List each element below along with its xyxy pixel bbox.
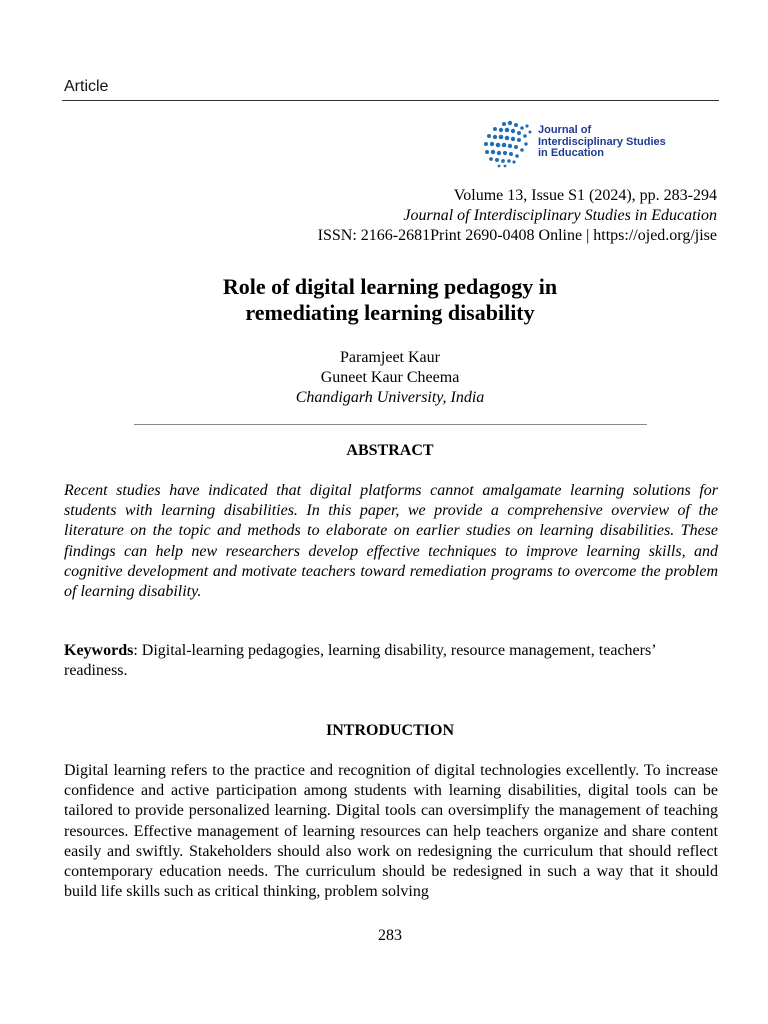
affiliation: Chandigarh University, India: [295, 389, 485, 406]
logo-line-3: in Education: [538, 147, 604, 159]
abstract-divider: [134, 424, 647, 425]
logo-line-1: Journal of: [538, 124, 592, 136]
volume-info: Volume 13, Issue S1 (2024), pp. 283-294: [453, 187, 717, 204]
author-block: [0, 348, 768, 408]
globe-dots-icon: [480, 118, 534, 168]
logo-line-2: Interdisciplinary Studies: [538, 135, 666, 148]
paper-title: [0, 274, 768, 326]
title-line-1: Role of digital learning pedagogy in: [222, 274, 558, 299]
publication-info: [318, 186, 717, 246]
keywords-label: Keywords: [64, 642, 134, 659]
article-label: Article: [64, 78, 109, 95]
keywords: [64, 641, 718, 681]
issn-info: ISSN: 2166-2681Print 2690-0408 Online | https://ojed.org/jise: [317, 227, 717, 244]
author-name: Paramjeet Kaur: [340, 349, 440, 366]
title-line-2: remediating learning disability: [245, 300, 535, 325]
journal-name: Journal of Interdisciplinary Studies in Education: [403, 207, 717, 224]
abstract-heading: ABSTRACT: [346, 442, 434, 459]
introduction-heading: INTRODUCTION: [325, 722, 454, 739]
keywords-list: : Digital-learning pedagogies, learning disability, resource management, teachers’ readiness.: [64, 642, 656, 680]
journal-logo: [480, 118, 720, 170]
introduction-text: Digital learning refers to the practice and recognition of digital technologies excellently. To increase confidence and active participation among students with learning disabilities, digital tools can be tailored to provide personalized learning. Digital tools can oversimplify the management of teaching resources. Effective management of learning resources can help teachers organize and share content easily and swiftly. Stakeholders should also work on redesigning the curriculum that should reflect contemporary education needs. The curriculum should be redesigned in such a way that it should build life skills such as critical thinking, problem solving: [64, 762, 718, 901]
header-divider: [62, 100, 719, 101]
author-name: Guneet Kaur Cheema: [320, 369, 460, 386]
page-number: 283: [378, 927, 402, 944]
logo-text: [538, 125, 666, 160]
abstract-text: Recent studies have indicated that digital platforms cannot amalgamate learning solutions for students with learning disabilities. In this paper, we provide a comprehensive overview of the literature on the topic and methods to elaborate on earlier studies on learning disabilities. These findings can help new researchers develop effective techniques to improve learning skills, and cognitive development and motivate teachers toward remediation programs to overcome the problem of learning disability.: [64, 482, 718, 601]
